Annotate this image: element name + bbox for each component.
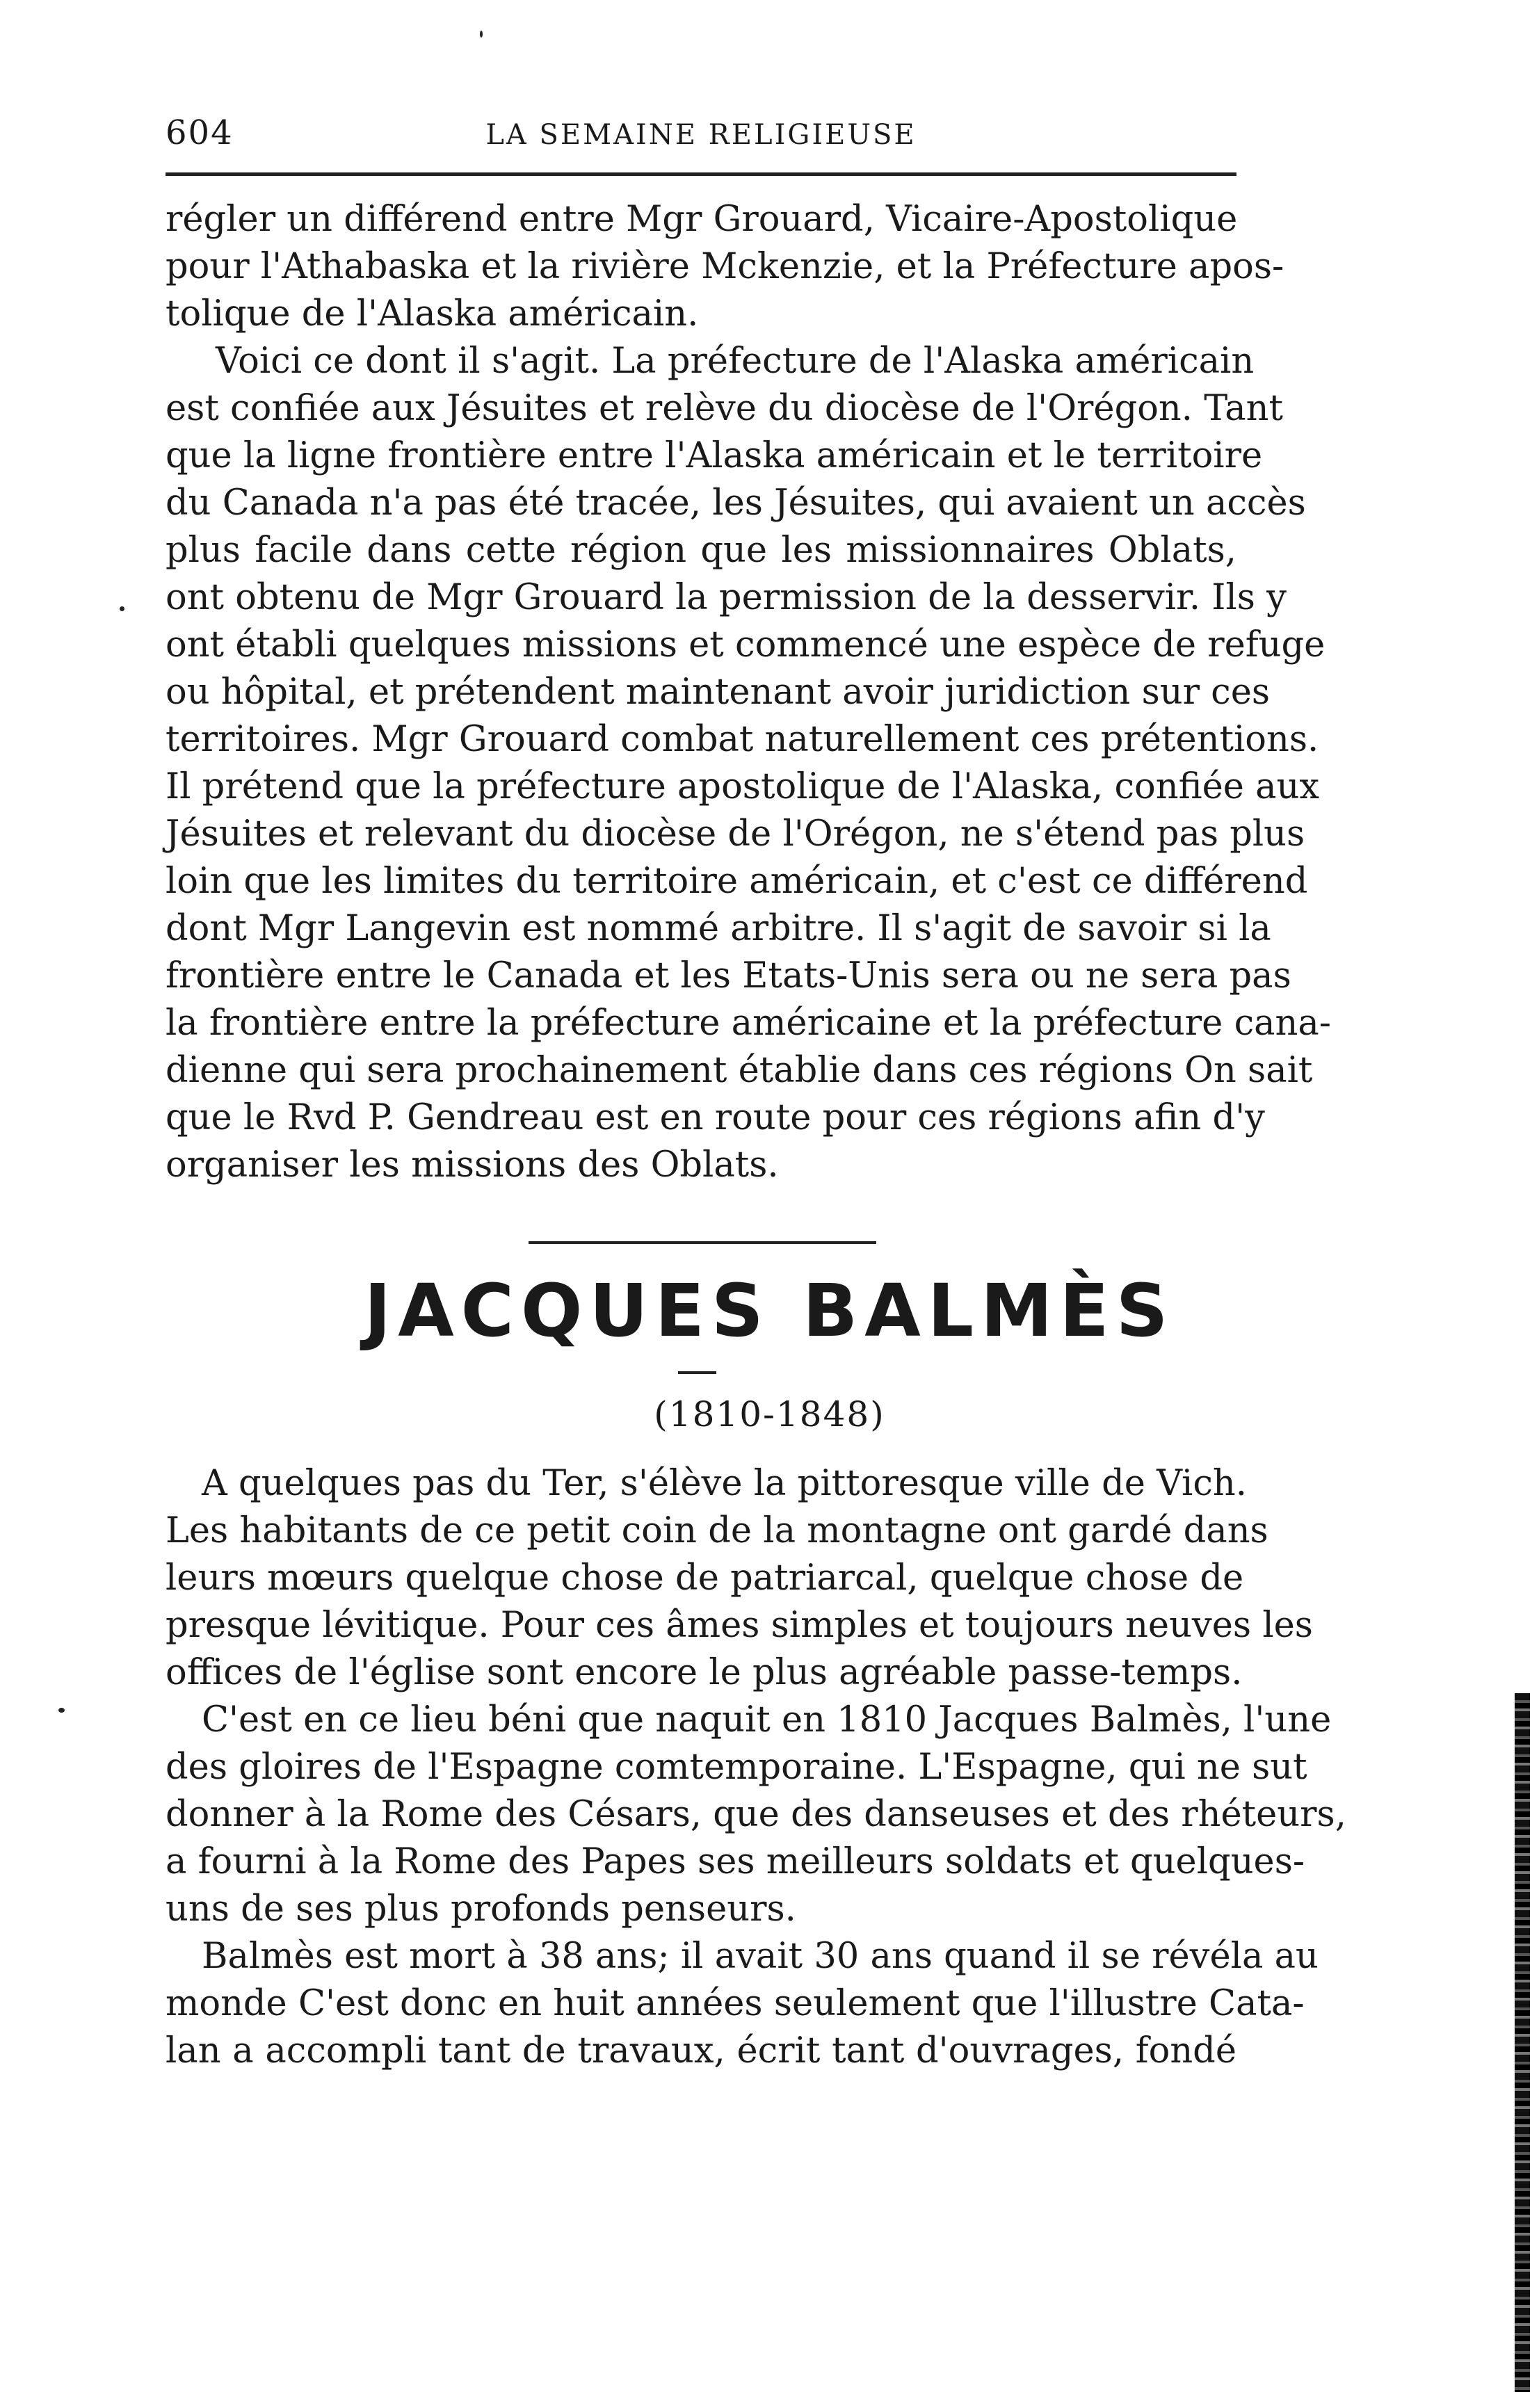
text-line: monde C'est donc en huit années seulement que l'illustre Cata- bbox=[166, 1983, 1305, 2024]
text-line: dienne qui sera prochainement établie dans ces régions On sait bbox=[166, 1050, 1313, 1091]
margin-dot bbox=[480, 31, 483, 38]
text-line: territoires. Mgr Grouard combat naturellement ces prétentions. bbox=[166, 719, 1319, 760]
page-number: 604 bbox=[166, 113, 234, 152]
text-line: ou hôpital, et prétendent maintenant avoir juridiction sur ces bbox=[166, 672, 1271, 713]
text-line: C'est en ce lieu béni que naquit en 1810 Jacques Balmès, l'une bbox=[202, 1699, 1332, 1740]
header-rule bbox=[166, 172, 1236, 176]
text-line: du Canada n'a pas été tracée, les Jésuites, qui avaient un accès bbox=[166, 483, 1306, 524]
article-dates: (1810-1848) bbox=[654, 1394, 885, 1435]
text-line: lan a accompli tant de travaux, écrit tant d'ouvrages, fondé bbox=[166, 2030, 1236, 2071]
title-dash bbox=[678, 1371, 716, 1374]
article-paragraph-2 bbox=[166, 1697, 1346, 1933]
text-line: loin que les limites du territoire américain, et c'est ce différend bbox=[166, 861, 1308, 902]
running-title: LA SEMAINE RELIGIEUSE bbox=[485, 119, 917, 151]
text-line: pour l'Athabaska et la rivière Mckenzie, et la Préfecture apos- bbox=[166, 246, 1284, 287]
article-paragraph-1 bbox=[166, 1460, 1313, 1697]
text-line: plus facile dans cette région que les missionnaires Oblats, bbox=[166, 530, 1236, 571]
text-line: organiser les missions des Oblats. bbox=[166, 1145, 779, 1186]
text-line: que le Rvd P. Gendreau est en route pour ces régions afin d'y bbox=[166, 1097, 1265, 1138]
text-line: presque lévitique. Pour ces âmes simples et toujours neuves les bbox=[166, 1605, 1313, 1646]
section-separator bbox=[529, 1241, 876, 1244]
text-line: Voici ce dont il s'agit. La préfecture de l'Alaska américain bbox=[216, 341, 1255, 382]
text-line: tolique de l'Alaska américain. bbox=[166, 293, 699, 334]
text-line: a fourni à la Rome des Papes ses meilleurs soldats et quelques- bbox=[166, 1841, 1305, 1882]
text-line: dont Mgr Langevin est nommé arbitre. Il s'agit de savoir si la bbox=[166, 908, 1271, 949]
text-line: frontière entre le Canada et les Etats-Unis sera ou ne sera pas bbox=[166, 955, 1291, 996]
margin-dot bbox=[58, 1708, 65, 1713]
paragraph-alaska bbox=[166, 338, 1332, 1189]
text-line: régler un différend entre Mgr Grouard, Vicaire-Apostolique bbox=[166, 199, 1238, 240]
text-line: uns de ses plus profonds penseurs. bbox=[166, 1889, 796, 1930]
page-header bbox=[166, 101, 1236, 163]
text-line: ont obtenu de Mgr Grouard la permission de la desservir. Ils y bbox=[166, 577, 1287, 618]
text-line: ont établi quelques missions et commencé une espèce de refuge bbox=[166, 624, 1326, 665]
text-line: Les habitants de ce petit coin de la montagne ont gardé dans bbox=[166, 1510, 1268, 1551]
text-line: que la ligne frontière entre l'Alaska américain et le territoire bbox=[166, 435, 1263, 476]
text-line: donner à la Rome des Césars, que des danseuses et des rhéteurs, bbox=[166, 1794, 1346, 1835]
paragraph-continuation bbox=[166, 196, 1284, 338]
text-line: la frontière entre la préfecture américaine et la préfecture cana- bbox=[166, 1003, 1332, 1044]
margin-dot bbox=[120, 606, 124, 611]
text-line: est confiée aux Jésuites et relève du diocèse de l'Orégon. Tant bbox=[166, 388, 1283, 429]
article-title: JACQUES BALMÈS bbox=[364, 1268, 1175, 1353]
page-edge-shadow bbox=[1515, 1693, 1530, 2392]
text-line: leurs mœurs quelque chose de patriarcal, quelque chose de bbox=[166, 1558, 1244, 1599]
text-line: Il prétend que la préfecture apostolique de l'Alaska, confiée aux bbox=[166, 766, 1320, 807]
text-line: Balmès est mort à 38 ans; il avait 30 ans quand il se révéla au bbox=[202, 1936, 1319, 1977]
text-line: A quelques pas du Ter, s'élève la pittoresque ville de Vich. bbox=[202, 1463, 1247, 1504]
text-line: des gloires de l'Espagne comtemporaine. L'Espagne, qui ne sut bbox=[166, 1747, 1307, 1788]
text-line: Jésuites et relevant du diocèse de l'Orégon, ne s'étend pas plus bbox=[166, 814, 1305, 855]
article-paragraph-3 bbox=[166, 1933, 1319, 2075]
text-line: offices de l'église sont encore le plus agréable passe-temps. bbox=[166, 1652, 1243, 1693]
